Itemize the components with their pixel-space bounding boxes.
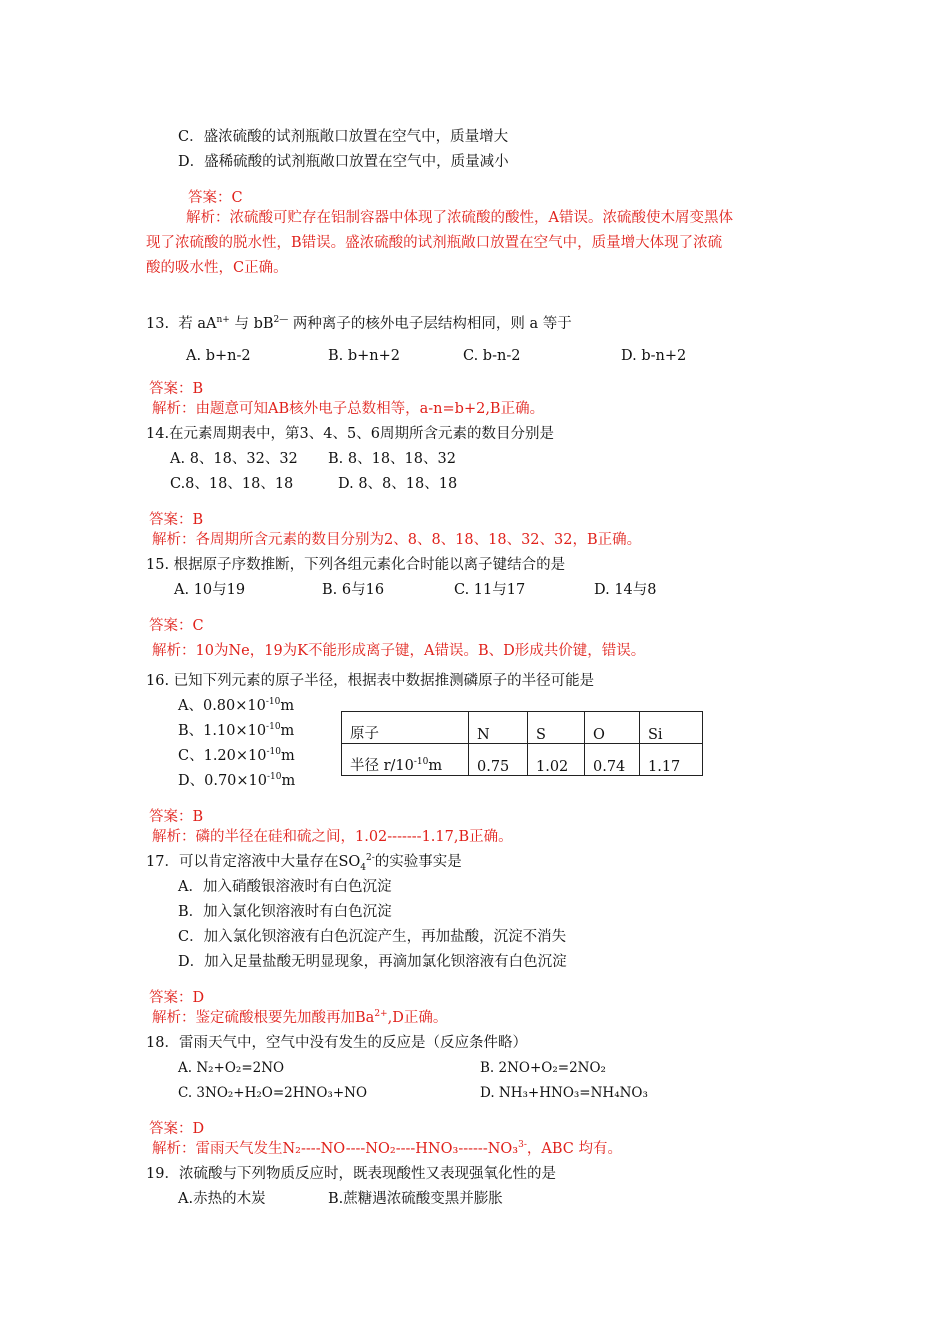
q18-option-a: A. N₂+O₂=2NO [178,1060,285,1076]
q13-number: 13. [146,316,170,332]
table-cell-radius: 0.75 [469,744,528,776]
q12-analysis-line-2: 现了浓硫酸的脱水性，B错误。盛浓硫酸的试剂瓶敞口放置在空气中，质量增大体现了浓硫 [146,235,723,251]
q13-stem: 13. 若 $aA^{n+}$ 与 $bB^{2—}$ 两种离子的核外电子层结构相同，则 a 等于 [146,315,572,332]
q12-option-d: D．盛稀硫酸的试剂瓶敞口放置在空气中，质量减小 [178,154,509,170]
q12-option-c: C．盛浓硫酸的试剂瓶敞口放置在空气中，质量增大 [178,129,509,145]
q12-analysis-line-1: 解析：浓硫酸可贮存在铝制容器中体现了浓硫酸的酸性，A错误。浓硫酸使木屑变黑体 [186,210,733,226]
q17-stem: 17．可以肯定溶液中大量存在$SO_4^{2-}$的实验事实是 [146,853,462,873]
q17-option-a: A．加入硝酸银溶液时有白色沉淀 [178,879,392,895]
table-cell-element: Si [640,712,703,744]
q16-analysis: 解析：磷的半径在硅和硫之间，1.02-------1.17,B正确。 [152,829,513,845]
q13-option-a: A. b+n-2 [186,348,251,364]
q16-option-c: C、$1.20\times 10^{-10}m$ [178,747,295,764]
q13-answer: 答案：B [149,381,204,397]
q16-stem: 16. 已知下列元素的原子半径，根据表中数据推测磷原子的半径可能是 [146,673,595,689]
q19-option-b: B.蔗糖遇浓硫酸变黑并膨胀 [328,1191,503,1207]
q17-option-b: B．加入氯化钡溶液时有白色沉淀 [178,904,392,920]
q16-option-b: B、$1.10\times 10^{-10}m$ [178,722,295,739]
q14-option-c: C.8、18、18、18 [170,476,294,492]
q15-option-b: B. 6与16 [322,582,385,598]
q17-option-d: D．加入足量盐酸无明显现象，再滴加氯化钡溶液有白色沉淀 [178,954,567,970]
q17-option-c: C．加入氯化钡溶液有白色沉淀产生，再加盐酸，沉淀不消失 [178,929,567,945]
q15-option-a: A. 10与19 [174,582,246,598]
table-cell-element: S [528,712,585,744]
q12-answer: 答案：C [188,190,243,206]
q19-stem: 19．浓硫酸与下列物质反应时，既表现酸性又表现强氧化性的是 [146,1166,556,1182]
q13-option-b: B. b+n+2 [328,348,401,364]
table-cell-radius: 1.17 [640,744,703,776]
q15-option-d: D. 14与8 [594,582,657,598]
q18-option-c: C. 3NO₂+H₂O=2HNO₃+NO [178,1085,368,1101]
q13-analysis: 解析：由题意可知AB核外电子总数相等，a-n=b+2,B正确。 [152,401,545,417]
q16-answer: 答案：B [149,809,204,825]
table-cell-element: N [469,712,528,744]
q15-option-c: C. 11与17 [454,582,526,598]
q16-option-a: A、$0.80\times 10^{-10}m$ [178,697,295,714]
q12-analysis-line-3: 酸的吸水性，C正确。 [146,260,288,276]
table-row [342,712,703,744]
q17-answer: 答案：D [149,990,205,1006]
q14-stem: 14.在元素周期表中，第3、4、5、6周期所含元素的数目分别是 [146,426,554,442]
table-cell-radius: 0.74 [585,744,640,776]
q14-option-b: B. 8、18、18、32 [328,451,456,467]
q14-answer: 答案：B [149,512,204,528]
table-header-cell: 半径 $r/10^{-10}m$ [342,744,469,776]
q16-option-d: D、$0.70\times 10^{-10}m$ [178,772,296,789]
table-row [342,744,703,776]
q18-analysis: 解析：雷雨天气发生N₂----NO----NO₂----HNO₃------NO₃$^{3-}$，ABC 均有。 [152,1140,622,1157]
q13-option-c: C. b-n-2 [463,348,521,364]
atomic-radius-table [341,711,703,776]
q14-option-d: D. 8、8、18、18 [338,476,458,492]
q15-answer: 答案：C [149,618,204,634]
q15-stem: 15. 根据原子序数推断，下列各组元素化合时能以离子键结合的是 [146,557,566,573]
q13-option-d: D. b-n+2 [621,348,687,364]
q18-option-b: B. 2NO+O₂=2NO₂ [480,1060,606,1076]
q18-answer: 答案：D [149,1121,205,1137]
q15-analysis: 解析：10为Ne，19为K不能形成离子键，A错误。B、D形成共价键，错误。 [152,643,646,659]
q14-option-a: A. 8、18、32、32 [170,451,298,467]
q18-stem: 18．雷雨天气中，空气中没有发生的反应是（反应条件略） [146,1035,527,1051]
q19-option-a: A.赤热的木炭 [178,1191,266,1207]
table-cell-radius: 1.02 [528,744,585,776]
q14-analysis: 解析：各周期所含元素的数目分别为2、8、8、18、18、32、32，B正确。 [152,532,642,548]
table-cell-element: O [585,712,640,744]
table-header-cell: 原子 [342,712,469,744]
q18-option-d: D. NH₃+HNO₃=NH₄NO₃ [480,1085,648,1101]
q17-analysis: 解析：鉴定硫酸根要先加酸再加$Ba^{2+},D$正确。 [152,1009,448,1026]
